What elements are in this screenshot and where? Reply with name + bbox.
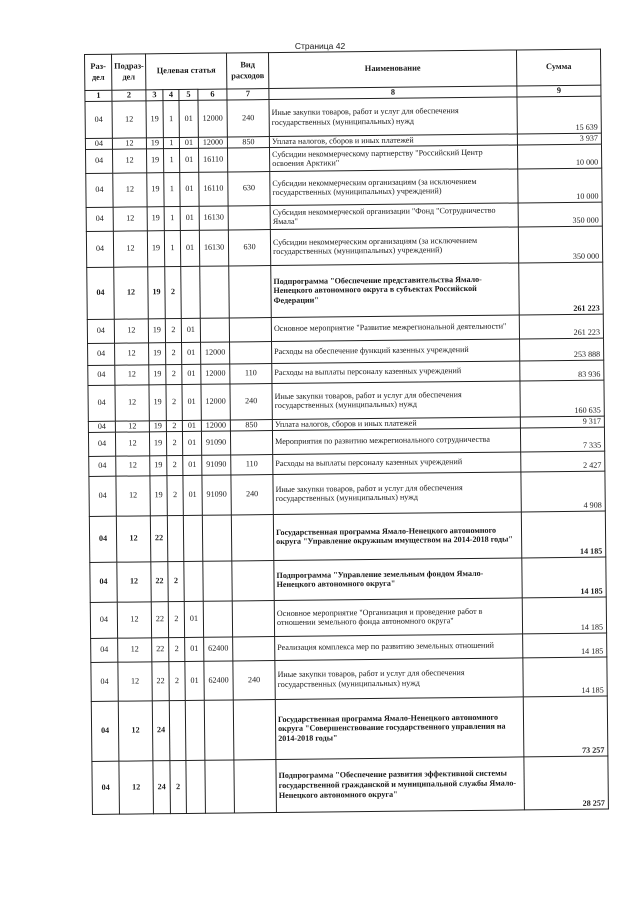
table-row — [86, 226, 602, 267]
cell-expense-type: 240 — [230, 383, 272, 419]
cell-sum: 14 185 — [523, 633, 607, 658]
cell-expense-type: 630 — [228, 229, 270, 265]
cell-direction — [205, 760, 235, 813]
cell-subprogram — [167, 515, 183, 561]
cell-razdel: 04 — [85, 149, 112, 173]
cell-name: Мероприятия по развитию межрегионального сотрудничества — [272, 428, 520, 455]
table-row — [92, 756, 609, 814]
cell-podrazdel: 12 — [114, 267, 149, 319]
cell-subprogram: 2 — [168, 561, 184, 601]
cell-razdel: 04 — [89, 476, 116, 516]
cell-measure — [183, 515, 202, 561]
cell-sum: 83 936 — [520, 360, 604, 381]
cell-direction: 12000 — [201, 364, 230, 384]
cell-program: 19 — [147, 206, 164, 230]
budget-table-container — [84, 49, 608, 815]
cell-name: Иные закупки товаров, работ и услуг для обеспечения государственных (муниципальных) нужд — [275, 658, 523, 700]
cell-name: Подпрограмма "Обеспечение развития эффективной системы государственной гражданской и муниципальной службы Ямало-Ненецкого автономного округа" — [276, 757, 525, 813]
header-target-article: Целевая статья — [146, 53, 227, 90]
cell-measure: 01 — [183, 475, 202, 515]
header-expense-type: Вид расходов — [227, 53, 269, 89]
cell-measure: 01 — [185, 637, 204, 661]
cell-podrazdel: 12 — [112, 138, 146, 149]
cell-podrazdel: 12 — [116, 456, 150, 476]
cell-direction: 12000 — [198, 137, 227, 148]
column-number: 8 — [269, 86, 517, 100]
cell-podrazdel: 12 — [112, 101, 146, 138]
cell-sum: 7 335 — [520, 427, 604, 452]
cell-subprogram: 2 — [167, 475, 183, 515]
cell-razdel: 04 — [87, 319, 114, 343]
cell-direction: 91090 — [201, 431, 230, 455]
cell-measure: 01 — [180, 206, 199, 230]
cell-name: Иные закупки товаров, работ и услуг для обеспечения государственных (муниципальных) нужд — [272, 381, 520, 420]
cell-measure: 01 — [182, 431, 201, 455]
table-row — [86, 168, 602, 207]
cell-subprogram: 2 — [170, 760, 187, 813]
cell-subprogram: 2 — [165, 266, 182, 318]
cell-name: Субсидии некоммерческим организациям (за исключением государственных (муниципальных) учреждений) — [270, 169, 518, 206]
cell-subprogram: 2 — [165, 318, 181, 342]
cell-measure — [181, 266, 201, 318]
cell-subprogram: 2 — [166, 342, 182, 364]
cell-expense-type — [232, 560, 274, 600]
cell-subprogram: 2 — [169, 637, 185, 661]
cell-sum: 3 937 — [517, 133, 601, 145]
cell-expense-type: 850 — [227, 137, 269, 148]
cell-direction — [204, 700, 234, 760]
cell-subprogram: 1 — [163, 101, 179, 138]
cell-program: 19 — [146, 101, 163, 138]
cell-sum: 14 185 — [523, 657, 607, 697]
cell-expense-type: 110 — [230, 363, 272, 383]
cell-sum: 10 000 — [518, 144, 602, 169]
cell-sum: 73 257 — [523, 696, 608, 757]
cell-subprogram: 1 — [163, 148, 179, 172]
cell-name: Иные закупки товаров, работ и услуг для обеспечения государственных (муниципальных) нужд — [269, 97, 517, 137]
header-name: Наименование — [269, 50, 517, 89]
cell-program: 22 — [151, 601, 168, 637]
cell-subprogram: 2 — [166, 364, 182, 384]
cell-program: 24 — [153, 760, 171, 813]
cell-sum: 160 635 — [520, 380, 604, 417]
cell-expense-type — [228, 147, 270, 171]
cell-direction — [203, 601, 232, 637]
table-row — [90, 557, 606, 602]
cell-measure: 01 — [179, 100, 198, 137]
cell-program: 22 — [151, 561, 168, 601]
cell-measure: 01 — [182, 342, 201, 364]
cell-sum: 10 000 — [518, 168, 602, 203]
cell-podrazdel: 12 — [118, 662, 152, 701]
cell-sum: 350 000 — [518, 202, 602, 227]
cell-razdel: 04 — [85, 138, 112, 149]
cell-direction: 12000 — [201, 342, 230, 364]
cell-razdel: 04 — [92, 761, 120, 814]
cell-expense-type: 240 — [233, 660, 275, 699]
cell-expense-type — [233, 699, 276, 759]
cell-measure — [186, 760, 206, 813]
cell-measure: 01 — [181, 318, 200, 342]
cell-expense-type: 110 — [231, 454, 273, 474]
cell-expense-type — [233, 636, 275, 660]
cell-podrazdel: 12 — [112, 149, 146, 173]
column-number: 3 — [146, 90, 163, 101]
cell-name: Государственная программа Ямало-Ненецкого автономного округа "Совершенствование государственного управления на 2014-2018 годы" — [275, 697, 524, 760]
cell-direction: 16130 — [199, 230, 228, 266]
cell-razdel: 04 — [88, 385, 115, 421]
cell-program: 19 — [149, 342, 166, 364]
cell-direction — [203, 561, 232, 601]
cell-expense-type — [234, 759, 277, 812]
cell-direction: 91090 — [202, 475, 231, 515]
column-number: 2 — [112, 90, 146, 101]
cell-program: 19 — [148, 318, 165, 342]
cell-subprogram: 2 — [166, 384, 182, 420]
column-number: 1 — [85, 90, 112, 101]
cell-expense-type — [228, 205, 270, 229]
cell-razdel: 04 — [91, 662, 118, 701]
cell-sum: 14 185 — [522, 557, 606, 598]
cell-direction: 91090 — [202, 455, 231, 475]
cell-program: 19 — [147, 230, 164, 266]
cell-subprogram: 2 — [166, 420, 182, 431]
cell-razdel: 04 — [89, 456, 116, 476]
table-row — [89, 511, 605, 562]
cell-name: Иные закупки товаров, работ и услуг для обеспечения государственных (муниципальных) нужд — [273, 472, 521, 515]
cell-sum: 350 000 — [518, 226, 602, 263]
cell-sum: 14 185 — [521, 511, 605, 558]
cell-expense-type: 240 — [231, 474, 273, 514]
budget-table — [84, 49, 609, 815]
cell-name: Основное мероприятие "Развитие межрегиональной деятельности" — [271, 315, 519, 342]
cell-subprogram: 1 — [163, 138, 179, 149]
cell-subprogram: 1 — [164, 172, 180, 206]
cell-sum: 28 257 — [524, 756, 609, 810]
column-number: 9 — [517, 85, 601, 97]
cell-razdel: 04 — [88, 421, 115, 432]
cell-subprogram: 2 — [166, 431, 182, 455]
cell-sum: 253 888 — [520, 338, 604, 361]
cell-podrazdel: 12 — [115, 385, 149, 421]
cell-name: Расходы на выплаты персоналу казенных учреждений — [273, 452, 521, 475]
table-row — [88, 380, 604, 421]
cell-expense-type — [231, 514, 273, 560]
cell-podrazdel: 12 — [119, 761, 154, 814]
cell-direction: 16130 — [199, 206, 228, 230]
cell-podrazdel: 12 — [117, 562, 151, 602]
cell-direction: 12000 — [198, 100, 227, 137]
cell-expense-type — [232, 600, 274, 636]
cell-measure — [185, 700, 205, 760]
cell-measure: 01 — [183, 455, 202, 475]
cell-expense-type: 240 — [227, 100, 269, 137]
table-row — [87, 262, 604, 319]
header-razdel: Раз-дел — [85, 54, 112, 90]
cell-measure: 01 — [184, 601, 203, 637]
cell-name: Подпрограмма "Обеспечение представительства Ямало-Ненецкого автономного округа в субъектах Российской Федерации" — [271, 263, 520, 318]
header-sum: Сумма — [517, 49, 601, 86]
cell-name: Уплата налогов, сборов и иных платежей — [272, 417, 520, 431]
cell-podrazdel: 12 — [115, 421, 149, 432]
cell-name: Субсидия некоммерческой организации "Фонд "Сотрудничество Ямала" — [270, 203, 518, 230]
cell-razdel: 04 — [87, 267, 115, 319]
cell-name: Субсидии некоммерческим организациям (за исключением государственных (муниципальных) учреждений) — [270, 227, 518, 266]
cell-podrazdel: 12 — [113, 207, 147, 231]
cell-podrazdel: 12 — [115, 343, 149, 365]
cell-podrazdel: 12 — [116, 476, 150, 516]
cell-direction: 16110 — [198, 148, 227, 172]
cell-razdel: 04 — [89, 516, 116, 562]
cell-program: 19 — [147, 172, 164, 206]
cell-measure: 01 — [180, 230, 199, 266]
cell-razdel: 04 — [86, 207, 113, 231]
cell-podrazdel: 12 — [115, 365, 149, 385]
cell-razdel: 04 — [86, 231, 113, 267]
cell-program: 19 — [148, 266, 166, 318]
header-row — [85, 49, 601, 90]
cell-expense-type — [229, 265, 272, 317]
cell-razdel: 04 — [86, 173, 113, 207]
cell-subprogram — [169, 700, 186, 760]
cell-direction: 62400 — [204, 661, 233, 700]
cell-subprogram: 2 — [168, 601, 184, 637]
cell-measure: 01 — [180, 172, 199, 206]
cell-sum: 4 908 — [521, 471, 605, 512]
cell-direction: 12000 — [201, 384, 230, 420]
cell-sum: 14 185 — [522, 597, 606, 634]
column-number: 6 — [198, 89, 227, 100]
cell-program: 19 — [149, 431, 166, 455]
cell-podrazdel: 12 — [117, 602, 151, 638]
cell-sum: 15 639 — [517, 96, 601, 134]
cell-subprogram: 1 — [164, 206, 180, 230]
cell-direction: 12000 — [201, 420, 230, 431]
cell-measure: 01 — [182, 420, 201, 431]
cell-subprogram: 1 — [164, 230, 180, 266]
cell-program: 19 — [149, 420, 166, 431]
cell-direction — [200, 318, 229, 342]
cell-podrazdel: 12 — [113, 173, 147, 207]
table-row — [91, 657, 607, 701]
column-number: 4 — [163, 90, 179, 101]
header-podrazdel: Подраз-дел — [112, 54, 146, 90]
cell-sum: 261 223 — [519, 314, 603, 339]
cell-razdel: 04 — [90, 602, 117, 638]
cell-razdel: 04 — [88, 365, 115, 385]
cell-razdel: 04 — [88, 432, 115, 456]
cell-program: 19 — [146, 138, 163, 149]
cell-razdel: 04 — [91, 638, 118, 662]
cell-razdel: 04 — [85, 101, 112, 138]
cell-measure — [184, 561, 203, 601]
cell-name: Расходы на выплаты персоналу казенных учреждений — [272, 361, 520, 384]
cell-name: Государственная программа Ямало-Ненецкого автономного округа "Управление окружным имуществом на 2014-2018 годы" — [273, 512, 521, 561]
cell-measure: 01 — [179, 137, 198, 148]
cell-subprogram: 2 — [169, 661, 185, 700]
cell-direction: 16110 — [199, 172, 228, 206]
cell-podrazdel: 12 — [115, 432, 149, 456]
cell-name: Расходы на обеспечение функций казенных учреждений — [272, 339, 520, 364]
cell-program: 22 — [152, 661, 169, 700]
cell-name: Субсидии некоммерческому партнерству "Российский Центр освоения Арктики" — [270, 145, 518, 172]
cell-podrazdel: 12 — [113, 231, 147, 267]
cell-name: Реализация комплекса мер по развитию земельных отношений — [275, 634, 523, 661]
cell-measure: 01 — [182, 384, 201, 420]
cell-direction: 62400 — [204, 637, 233, 661]
cell-measure: 01 — [185, 661, 204, 700]
cell-sum: 2 427 — [521, 451, 605, 472]
cell-measure: 01 — [182, 364, 201, 384]
cell-razdel: 04 — [88, 343, 115, 365]
cell-program: 19 — [150, 475, 167, 515]
cell-subprogram: 2 — [167, 455, 183, 475]
cell-podrazdel: 12 — [118, 701, 153, 761]
cell-program: 19 — [150, 455, 167, 475]
table-row — [89, 471, 605, 516]
cell-expense-type: 850 — [230, 419, 272, 430]
cell-sum: 9 317 — [520, 416, 604, 428]
cell-name: Уплата налогов, сборов и иных платежей — [269, 134, 517, 147]
cell-podrazdel: 12 — [114, 319, 148, 343]
cell-measure: 01 — [179, 148, 198, 172]
cell-program: 22 — [150, 515, 167, 561]
page-number: Страница 42 — [294, 41, 346, 51]
cell-razdel: 04 — [90, 562, 117, 602]
cell-program: 19 — [149, 364, 166, 384]
cell-program: 19 — [149, 384, 166, 420]
table-row — [90, 597, 606, 638]
cell-program: 24 — [152, 700, 170, 760]
cell-expense-type: 630 — [228, 171, 270, 205]
cell-name: Подпрограмма "Управление земельным фондом Ямало-Ненецкого автономного округа" — [274, 558, 522, 601]
cell-name: Основное мероприятие "Организация и проведение работ в отношении земельного фонда автономного округа" — [274, 598, 522, 637]
cell-direction — [200, 266, 230, 318]
cell-podrazdel: 12 — [116, 516, 150, 562]
column-number: 7 — [227, 89, 269, 101]
cell-program: 19 — [146, 148, 163, 172]
table-row — [91, 696, 608, 761]
cell-expense-type — [230, 430, 272, 454]
column-number: 5 — [179, 89, 198, 100]
cell-sum: 261 223 — [519, 262, 604, 315]
cell-program: 22 — [152, 637, 169, 661]
cell-podrazdel: 12 — [118, 638, 152, 662]
table-row — [85, 96, 601, 138]
cell-expense-type — [229, 317, 271, 341]
cell-expense-type — [230, 341, 272, 363]
cell-direction — [202, 515, 232, 561]
cell-razdel: 04 — [91, 701, 119, 761]
